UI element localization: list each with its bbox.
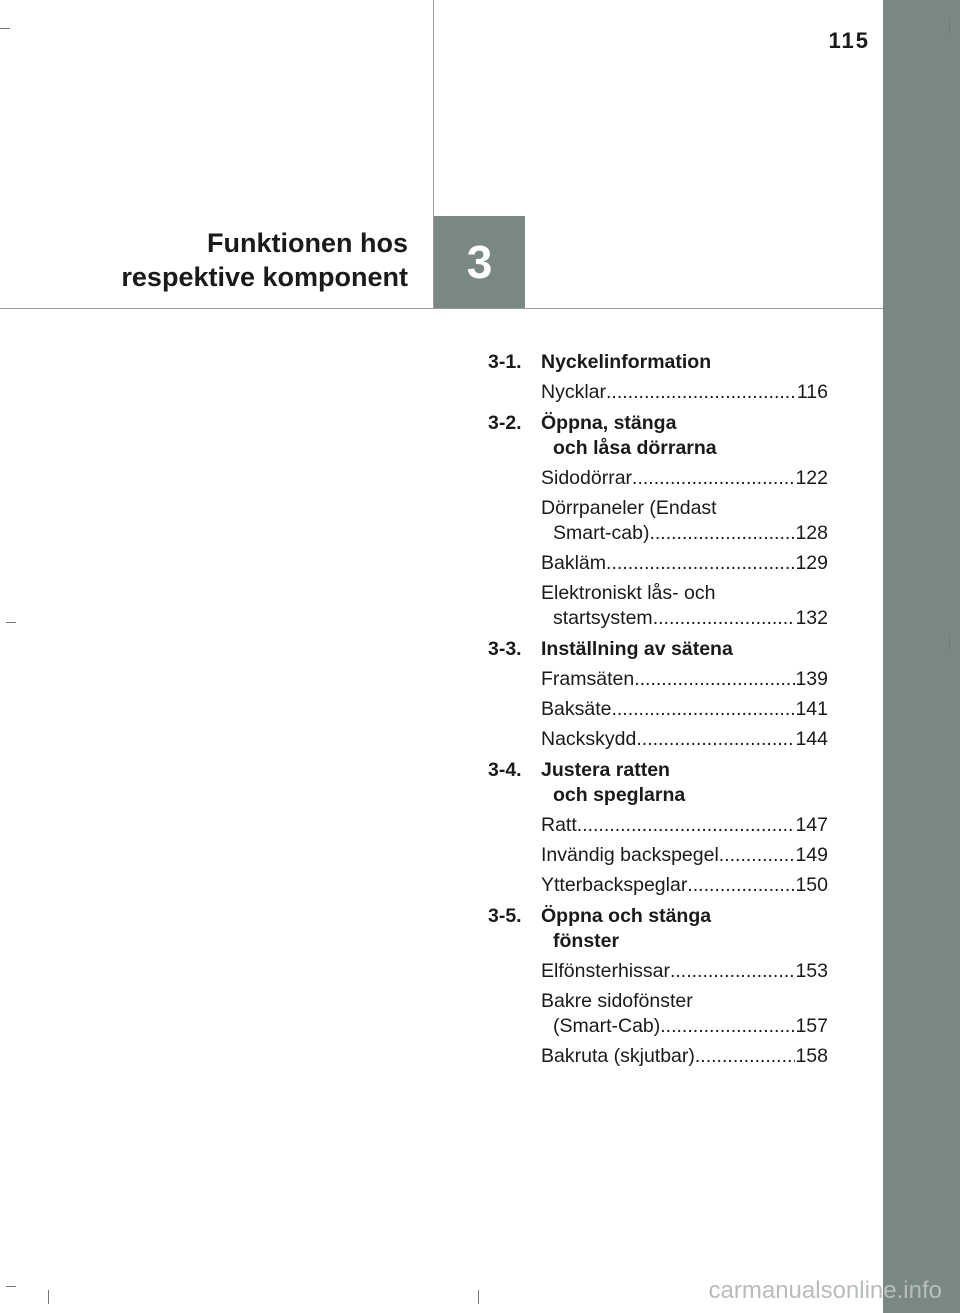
toc-entry-label: Sidodörrar — [541, 467, 633, 489]
toc-entry-row — [541, 959, 828, 984]
toc-entry[interactable] — [541, 873, 828, 898]
toc-entry[interactable] — [541, 466, 828, 491]
toc-entry-row — [541, 727, 828, 752]
toc-entry-page: 147 — [795, 814, 828, 836]
toc-leader-dots — [606, 380, 797, 405]
toc-entry[interactable] — [541, 697, 828, 722]
toc-leader-dots — [653, 606, 796, 631]
chapter-number-box: 3 — [434, 216, 525, 308]
toc-entry[interactable] — [541, 581, 828, 631]
toc-section-title-line: Nyckelinformation — [541, 351, 712, 373]
page-number: 115 — [828, 28, 870, 53]
toc-entry-row — [541, 873, 828, 898]
toc-entry-row — [541, 551, 828, 576]
chapter-title-line-2: respektive komponent — [121, 262, 408, 292]
toc-section-title-line: och speglarna — [553, 784, 686, 806]
toc-leader-dots — [660, 1014, 795, 1039]
toc-section-title — [541, 411, 828, 461]
toc-entry-page: 158 — [795, 1045, 828, 1067]
toc-entry-page: 129 — [795, 552, 828, 574]
toc-entry-row — [541, 697, 828, 722]
side-tab-bar — [883, 0, 960, 1313]
toc-entry-label: Smart-cab) — [553, 522, 650, 544]
toc-entry-row — [541, 380, 828, 405]
toc-entry-page: 139 — [795, 668, 828, 690]
toc-section-title — [541, 637, 828, 662]
toc-leader-dots — [687, 873, 795, 898]
toc-section-number: 3-1. — [488, 351, 522, 373]
toc-entry-label: Framsäten — [541, 668, 635, 690]
toc-section-title — [541, 350, 828, 375]
toc-entry-page: 149 — [795, 844, 828, 866]
toc-section-title-line: Inställning av sätena — [541, 638, 733, 660]
toc-entry[interactable] — [541, 989, 828, 1039]
toc-entry[interactable] — [541, 959, 828, 984]
toc-entry[interactable] — [541, 843, 828, 868]
toc-entry-label: Bakruta (skjutbar) — [541, 1045, 695, 1067]
toc-entry[interactable] — [541, 551, 828, 576]
toc-entry-page: 141 — [795, 698, 828, 720]
toc-entry-label: Ratt — [541, 814, 577, 836]
crop-mark — [0, 28, 10, 29]
toc-entry-row — [541, 1044, 828, 1069]
toc-entry-label: Bakläm — [541, 552, 607, 574]
toc-section-number: 3-5. — [488, 905, 522, 927]
toc-entry-row — [541, 1014, 828, 1039]
toc-entry-label: Nycklar — [541, 381, 607, 403]
toc-entry-row — [541, 813, 828, 838]
toc-leader-dots — [632, 466, 795, 491]
toc-entry-page: 132 — [795, 607, 828, 629]
toc-entry[interactable] — [541, 727, 828, 752]
toc-entry-row — [541, 466, 828, 491]
toc-entry-label: Ytterbackspeglar — [541, 874, 688, 896]
toc-section — [488, 758, 828, 808]
toc-section — [488, 904, 828, 954]
toc-leader-dots — [695, 1044, 796, 1069]
toc-entry-page: 157 — [795, 1015, 828, 1037]
toc-entry[interactable] — [541, 496, 828, 546]
toc-entry-label: Baksäte — [541, 698, 612, 720]
toc-leader-dots — [634, 667, 795, 692]
toc-leader-dots — [611, 697, 795, 722]
toc-entry-row — [541, 521, 828, 546]
toc-entry-page: 150 — [795, 874, 828, 896]
chapter-title — [60, 226, 408, 294]
toc-section-title — [541, 904, 828, 954]
watermark: carmanualsonline.info — [708, 1277, 942, 1304]
toc-entry-page: 122 — [795, 467, 828, 489]
toc-entry[interactable] — [541, 667, 828, 692]
toc-entry[interactable] — [541, 1044, 828, 1069]
toc-section-title-line: Justera ratten — [541, 759, 670, 781]
toc-entry[interactable] — [541, 380, 828, 405]
toc-section — [488, 411, 828, 461]
toc-section-title-line: Öppna och stänga — [541, 905, 712, 927]
header-divider-horizontal — [0, 308, 883, 309]
toc-section-number: 3-2. — [488, 412, 522, 434]
toc-entry-page: 153 — [795, 960, 828, 982]
toc-section-title-line: fönster — [553, 930, 620, 952]
toc-section-number: 3-3. — [488, 638, 522, 660]
toc-entry-page: 116 — [796, 381, 828, 403]
toc-leader-dots — [606, 551, 795, 576]
toc-entry[interactable] — [541, 813, 828, 838]
crop-mark — [6, 622, 16, 623]
toc-leader-dots — [577, 813, 796, 838]
toc-entry-row — [541, 667, 828, 692]
toc-section-number: 3-4. — [488, 759, 522, 781]
crop-mark — [478, 1290, 479, 1304]
toc-entry-page: 128 — [795, 522, 828, 544]
toc-entry-label: Elfönsterhissar — [541, 960, 670, 982]
toc-section-title-line: Öppna, stänga — [541, 412, 677, 434]
crop-mark — [6, 1286, 16, 1287]
toc-entry-label: Dörrpaneler (Endast — [541, 497, 717, 519]
crop-mark — [949, 636, 950, 650]
toc-section — [488, 350, 828, 375]
toc-entry-label: Elektroniskt lås- och — [541, 582, 716, 604]
toc-entry-label: (Smart-Cab) — [553, 1015, 661, 1037]
crop-mark — [48, 1290, 49, 1304]
toc-entry-row — [541, 606, 828, 631]
toc-section-title-line: och låsa dörrarna — [553, 437, 717, 459]
toc-section — [488, 637, 828, 662]
toc-leader-dots — [636, 727, 795, 752]
crop-mark — [949, 20, 950, 34]
table-of-contents — [488, 350, 828, 1069]
toc-entry-label: Bakre sidofönster — [541, 990, 693, 1012]
toc-entry-row — [541, 843, 828, 868]
toc-entry-page: 144 — [795, 728, 828, 750]
chapter-title-line-1: Funktionen hos — [207, 228, 408, 258]
toc-leader-dots — [670, 959, 795, 984]
toc-entry-label: startsystem — [553, 607, 653, 629]
toc-section-title — [541, 758, 828, 808]
toc-entry-label: Invändig backspegel — [541, 844, 719, 866]
toc-leader-dots — [719, 843, 796, 868]
toc-leader-dots — [649, 521, 795, 546]
toc-entry-label: Nackskydd — [541, 728, 637, 750]
